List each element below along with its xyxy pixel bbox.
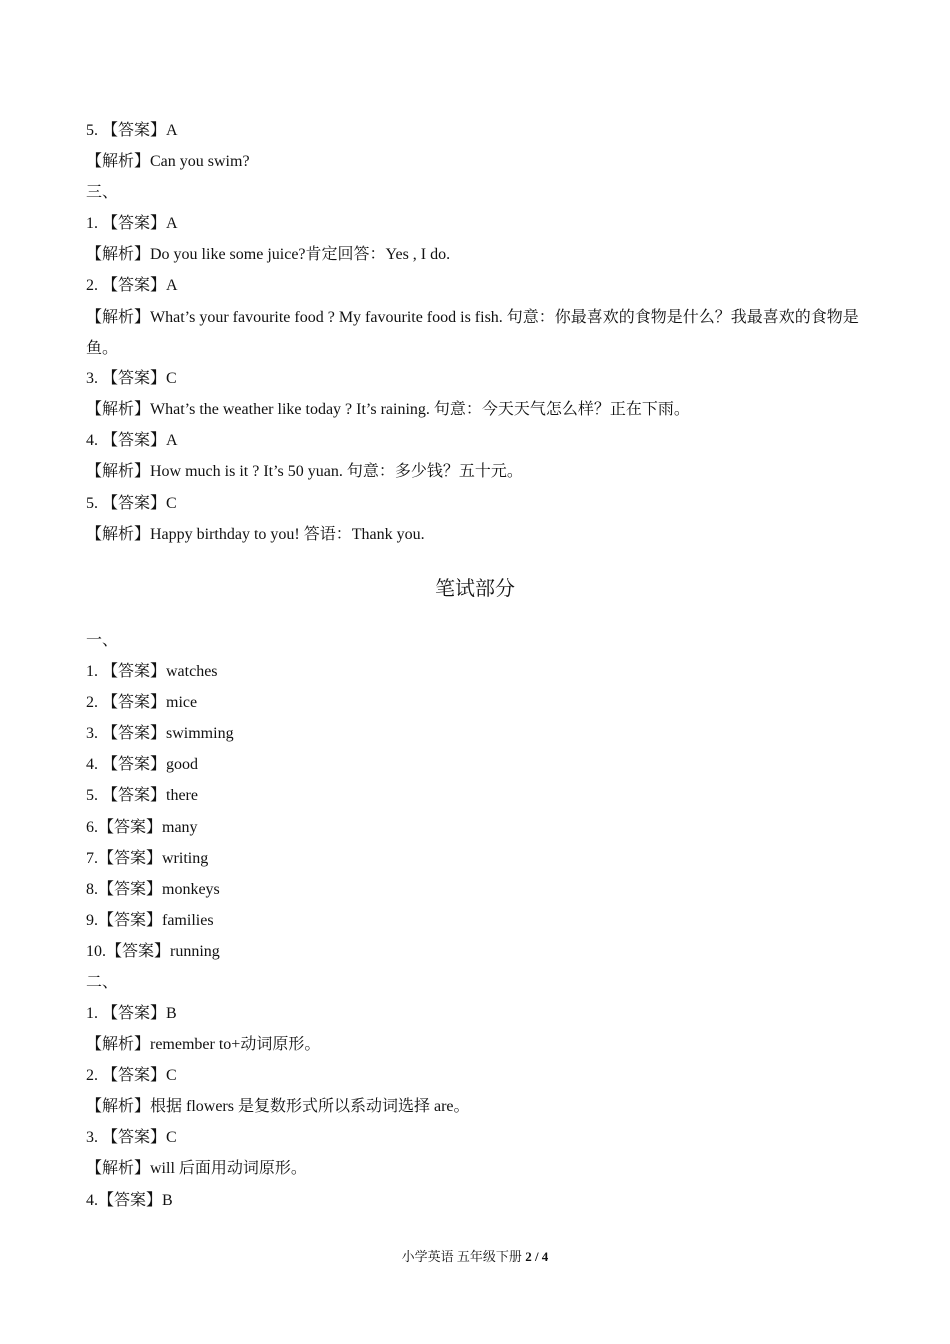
answer-line: 4. 【答案】good	[86, 756, 199, 773]
answer-line: 6.【答案】many	[86, 819, 198, 836]
answer-line: 1. 【答案】B	[86, 1005, 177, 1022]
analysis-line: 【解析】Can you swim?	[86, 153, 250, 170]
section-marker: 二、	[86, 974, 119, 991]
answer-line: 5. 【答案】C	[86, 495, 177, 512]
page-footer	[0, 1246, 950, 1265]
answer-line: 1. 【答案】watches	[86, 663, 218, 680]
answer-line: 7.【答案】writing	[86, 850, 209, 867]
section-marker: 三、	[86, 184, 119, 201]
footer-label: 小学英语 五年级下册	[401, 1249, 526, 1264]
answer-line: 10.【答案】running	[86, 943, 220, 960]
analysis-line: 【解析】Do you like some juice?肯定回答：Yes , I do.	[86, 246, 451, 263]
analysis-line: 【解析】How much is it ? It’s 50 yuan. 句意：多少钱？五十元。	[86, 463, 523, 480]
answer-line: 3. 【答案】swimming	[86, 725, 234, 742]
analysis-line: 【解析】根据 flowers 是复数形式所以系动词选择 are。	[86, 1098, 470, 1115]
answer-line: 2. 【答案】mice	[86, 694, 198, 711]
section-marker: 一、	[86, 632, 119, 649]
answer-line: 9.【答案】families	[86, 912, 214, 929]
answer-line: 4. 【答案】A	[86, 432, 178, 449]
answer-line: 3. 【答案】C	[86, 370, 177, 387]
analysis-line: 【解析】What’s your favourite food ? My favourite food is fish. 句意：你最喜欢的食物是什么？我最喜欢的食物是鱼。	[86, 309, 859, 357]
answer-line: 2. 【答案】A	[86, 277, 178, 294]
page-number: 2 / 4	[525, 1249, 549, 1264]
section-heading: 笔试部分	[435, 576, 515, 600]
answer-line: 4.【答案】B	[86, 1192, 173, 1209]
answer-line: 5. 【答案】A	[86, 122, 178, 139]
answer-line: 1. 【答案】A	[86, 215, 178, 232]
analysis-line: 【解析】What’s the weather like today ? It’s raining. 句意：今天天气怎么样？正在下雨。	[86, 401, 690, 418]
analysis-line: 【解析】Happy birthday to you! 答语：Thank you.	[86, 526, 425, 543]
analysis-line: 【解析】remember to+动词原形。	[86, 1036, 321, 1053]
answer-line: 8.【答案】monkeys	[86, 881, 220, 898]
answer-line: 5. 【答案】there	[86, 787, 198, 804]
answer-line: 3. 【答案】C	[86, 1129, 177, 1146]
answer-line: 2. 【答案】C	[86, 1067, 177, 1084]
analysis-line: 【解析】will 后面用动词原形。	[86, 1160, 307, 1177]
